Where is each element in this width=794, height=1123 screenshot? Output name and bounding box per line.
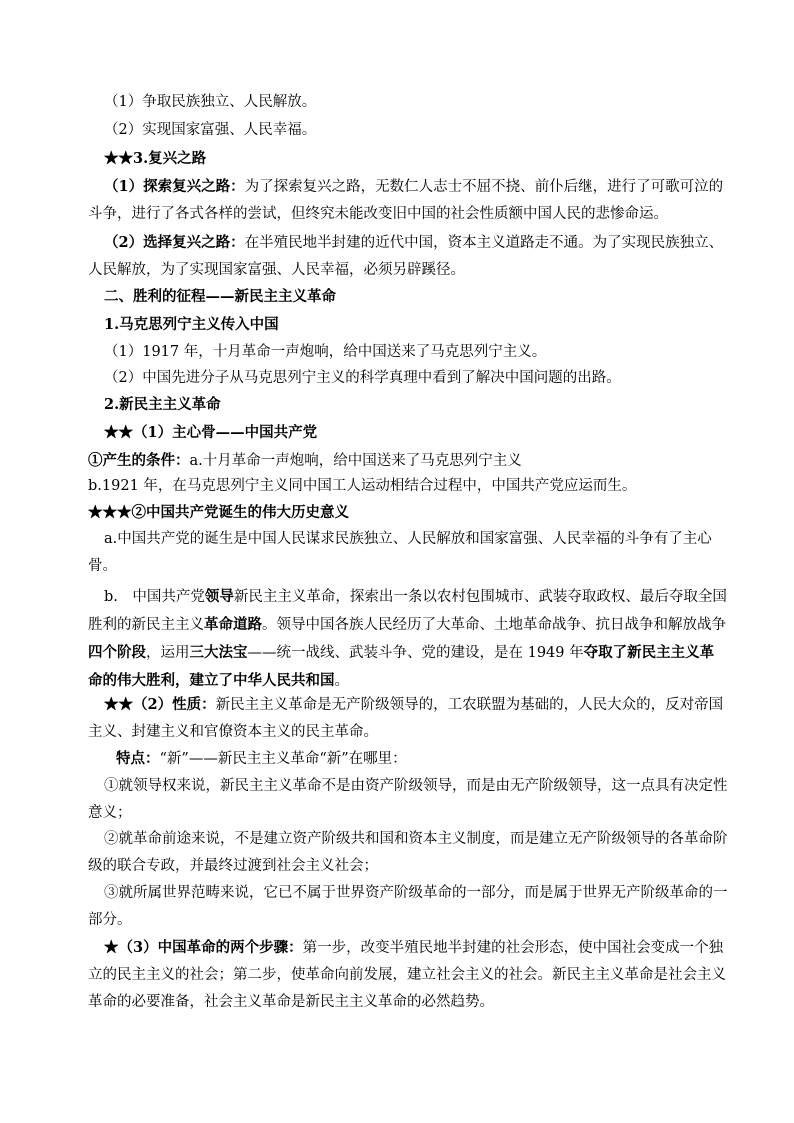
paragraph-advanced-elements: （2）中国先进分子从马克思列宁主义的科学真理中看到了解决中国问题的出路。 xyxy=(104,370,621,386)
paragraph-choose-revival xyxy=(88,229,728,284)
text-fragment: ，运用 xyxy=(146,645,190,661)
text-conditions: a.十月革命一声炮响，给中国送来了马克思列宁主义 xyxy=(189,453,522,469)
paragraph-explore-revival xyxy=(88,173,728,228)
text-fragment: b. 中国共产党 xyxy=(104,589,205,605)
paragraph-world-category: ③就所属世界范畴来说，它已不属于世界资产阶级革命的一部分，而是属于世界无产阶级革命的一部分。 xyxy=(88,885,728,928)
paragraph-features xyxy=(88,745,728,773)
label-two-steps: ★（3）中国革命的两个步骤： xyxy=(104,939,303,956)
paragraph-future: ②就革命前途来说，不是建立资产阶级共和国和资本主义制度，而是建立无产阶级领导的各革命阶级的联合专政，并最终过渡到社会主义社会； xyxy=(88,831,728,874)
paragraph-nature xyxy=(88,691,728,746)
text-features: “新”——新民主主义革命“新”在哪里： xyxy=(159,751,407,767)
paragraph-significance-b xyxy=(88,583,728,695)
heading-marxism-intro: 1.马克思列宁主义传入中国 xyxy=(104,316,279,333)
bold-four-stages: 四个阶段 xyxy=(88,644,146,661)
bold-lead: 领导 xyxy=(204,588,234,605)
goal-independence: （1）争取民族独立、人民解放。 xyxy=(104,94,317,110)
text-two-steps: 第一步，改变半殖民地半封建的社会形态，使中国社会变成一个独立的民主主义的社会；第二步，使革命向前发展，建立社会主义的社会。新民主主义革命是社会主义革命的必要准备，社会主义革命是新民主主义革命的必然趋势。 xyxy=(88,940,726,1010)
heading-backbone-party: ★★（1）主心骨——中国共产党 xyxy=(104,424,318,441)
heading-section-two: 二、胜利的征程——新民主主义革命 xyxy=(104,288,336,305)
bold-three-treasures: 三大法宝 xyxy=(189,644,248,661)
bold-victory: 夺取了新民主主义革命的伟大胜利，建立了中华人民共和国 xyxy=(88,644,715,689)
text-choose-revival: 在半殖民地半封建的近代中国，资本主义道路走不通。为了实现民族独立、人民解放，为了实现国家富强、人民幸福，必须另辟蹊径。 xyxy=(88,235,724,278)
paragraph-founding-1921: b.1921 年，在马克思列宁主义同中国工人运动相结合过程中，中国共产党应运而生。 xyxy=(88,478,637,494)
label-nature: ★★（2）性质： xyxy=(104,696,216,713)
heading-revival-road: ★★3.复兴之路 xyxy=(104,150,207,167)
paragraph-october-revolution: （1）1917 年，十月革命一声炮响，给中国送来了马克思列宁主义。 xyxy=(104,344,547,360)
paragraph-two-steps xyxy=(88,934,728,1016)
text-fragment: 。领导中国各族人民经历了大革命、土地革命战争、抗日战争和解放战争 xyxy=(262,617,726,633)
label-explore-revival: （1）探索复兴之路： xyxy=(104,178,245,195)
paragraph-conditions xyxy=(88,447,728,475)
label-features: 特点： xyxy=(116,750,160,767)
goal-prosperity: （2）实现国家富强、人民幸福。 xyxy=(104,122,317,138)
text-fragment: ——统一战线、武装斗争、党的建设，是在 1949 年 xyxy=(247,645,584,661)
heading-historical-significance: ★★★②中国共产党诞生的伟大历史意义 xyxy=(88,504,349,521)
paragraph-significance-a: a.中国共产党的诞生是中国人民谋求民族独立、人民解放和国家富强、人民幸福的斗争有了主心骨。 xyxy=(88,531,712,574)
paragraph-leadership: ①就领导权来说，新民主主义革命不是由资产阶级领导，而是由无产阶级领导，这一点具有决定性意义； xyxy=(88,778,728,821)
text-fragment: 。 xyxy=(334,673,349,689)
text-nature: 新民主主义革命是无产阶级领导的，工农联盟为基础的，人民大众的，反对帝国主义、封建主义和官僚资本主义的民主革命。 xyxy=(88,697,724,740)
text-fragment: 新民主主义革命，探索出一条以农村包围城市、武装夺取政权、最后夺取全国胜利的新民主主义 xyxy=(88,589,727,633)
label-conditions: ①产生的条件： xyxy=(88,452,190,469)
bold-revolution-road: 革命道路 xyxy=(204,616,262,633)
label-choose-revival: （2）选择复兴之路： xyxy=(104,234,245,251)
heading-new-democratic-revolution: 2.新民主主义革命 xyxy=(104,396,221,413)
text-explore-revival: 为了探索复兴之路，无数仁人志士不屈不挠、前仆后继，进行了可歌可泣的斗争，进行了各式各样的尝试，但终究未能改变旧中国的社会性质额中国人民的悲惨命运。 xyxy=(88,179,724,222)
